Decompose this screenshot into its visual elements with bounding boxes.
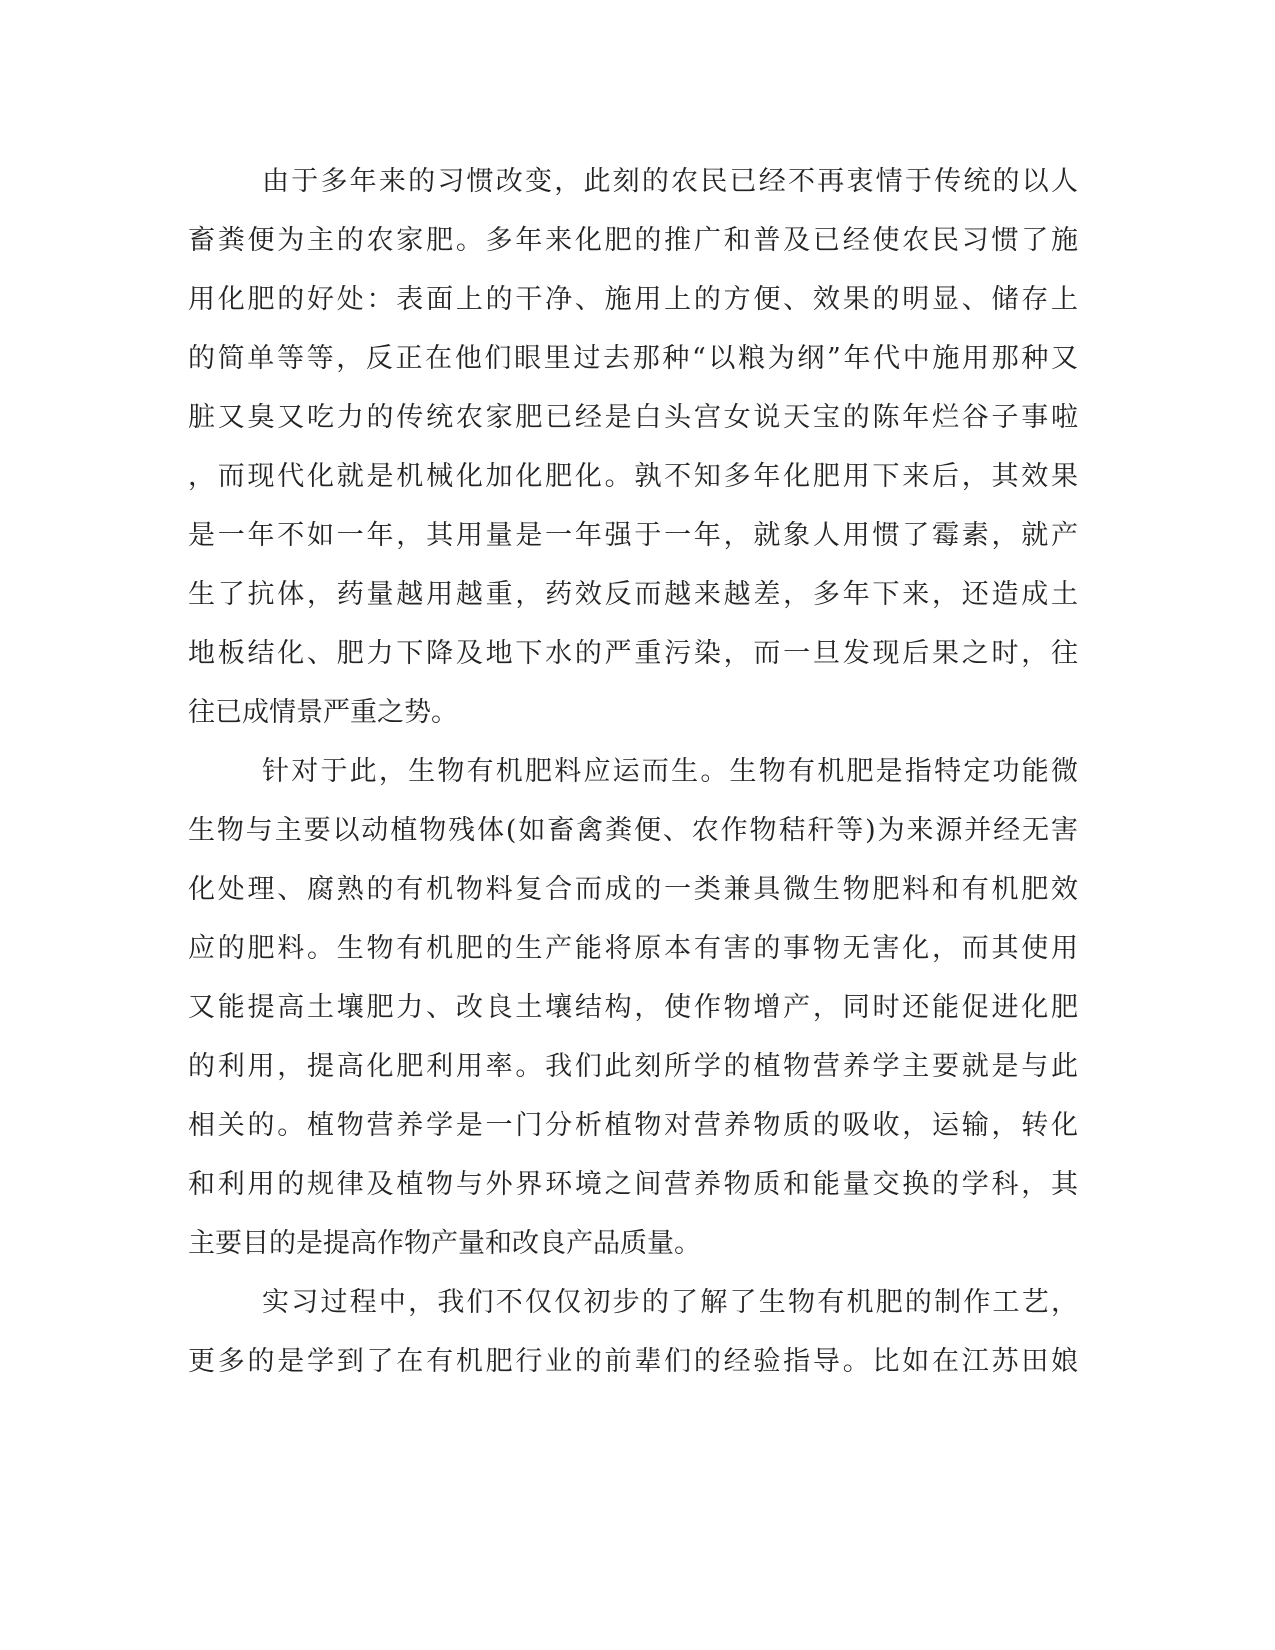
text-line: 更多的是学到了在有机肥行业的前辈们的经验指导。比如在江苏田娘 bbox=[188, 1346, 1078, 1377]
text-line: 畜粪便为主的农家肥。多年来化肥的推广和普及已经使农民习惯了施 bbox=[188, 225, 1078, 256]
text-line: 生了抗体，药量越用越重，药效反而越来越差，多年下来，还造成土 bbox=[188, 579, 1078, 610]
text-line: 由于多年来的习惯改变，此刻的农民已经不再衷情于传统的以人 bbox=[262, 166, 1078, 197]
text-line: 的简单等等，反正在他们眼里过去那种“以粮为纲”年代中施用那种又 bbox=[188, 343, 1078, 374]
text-line: 地板结化、肥力下降及地下水的严重污染，而一旦发现后果之时，往 bbox=[188, 638, 1078, 669]
text-line: 又能提高土壤肥力、改良土壤结构，使作物增产，同时还能促进化肥 bbox=[188, 992, 1078, 1023]
text-line: 针对于此，生物有机肥料应运而生。生物有机肥是指特定功能微 bbox=[262, 756, 1078, 787]
text-line: 实习过程中，我们不仅仅初步的了解了生物有机肥的制作工艺， bbox=[262, 1287, 1078, 1318]
text-line: ，而现代化就是机械化加化肥化。孰不知多年化肥用下来后，其效果 bbox=[188, 461, 1078, 492]
text-line: 用化肥的好处：表面上的干净、施用上的方便、效果的明显、储存上 bbox=[188, 284, 1078, 315]
text-line: 的利用，提高化肥利用率。我们此刻所学的植物营养学主要就是与此 bbox=[188, 1051, 1078, 1082]
text-line: 主要目的是提高作物产量和改良产品质量。 bbox=[188, 1228, 701, 1259]
text-line: 化处理、腐熟的有机物料复合而成的一类兼具微生物肥料和有机肥效 bbox=[188, 874, 1078, 905]
text-line: 相关的。植物营养学是一门分析植物对营养物质的吸收，运输，转化 bbox=[188, 1110, 1078, 1141]
text-line: 脏又臭又吃力的传统农家肥已经是白头宫女说天宝的陈年烂谷子事啦 bbox=[188, 402, 1078, 433]
text-line: 应的肥料。生物有机肥的生产能将原本有害的事物无害化，而其使用 bbox=[188, 933, 1078, 964]
text-line: 是一年不如一年，其用量是一年强于一年，就象人用惯了霉素，就产 bbox=[188, 520, 1078, 551]
text-line: 往已成情景严重之势。 bbox=[188, 697, 458, 728]
text-line: 生物与主要以动植物残体(如畜禽粪便、农作物秸秆等)为来源并经无害 bbox=[188, 815, 1078, 846]
text-line: 和利用的规律及植物与外界环境之间营养物质和能量交换的学科，其 bbox=[188, 1169, 1078, 1200]
